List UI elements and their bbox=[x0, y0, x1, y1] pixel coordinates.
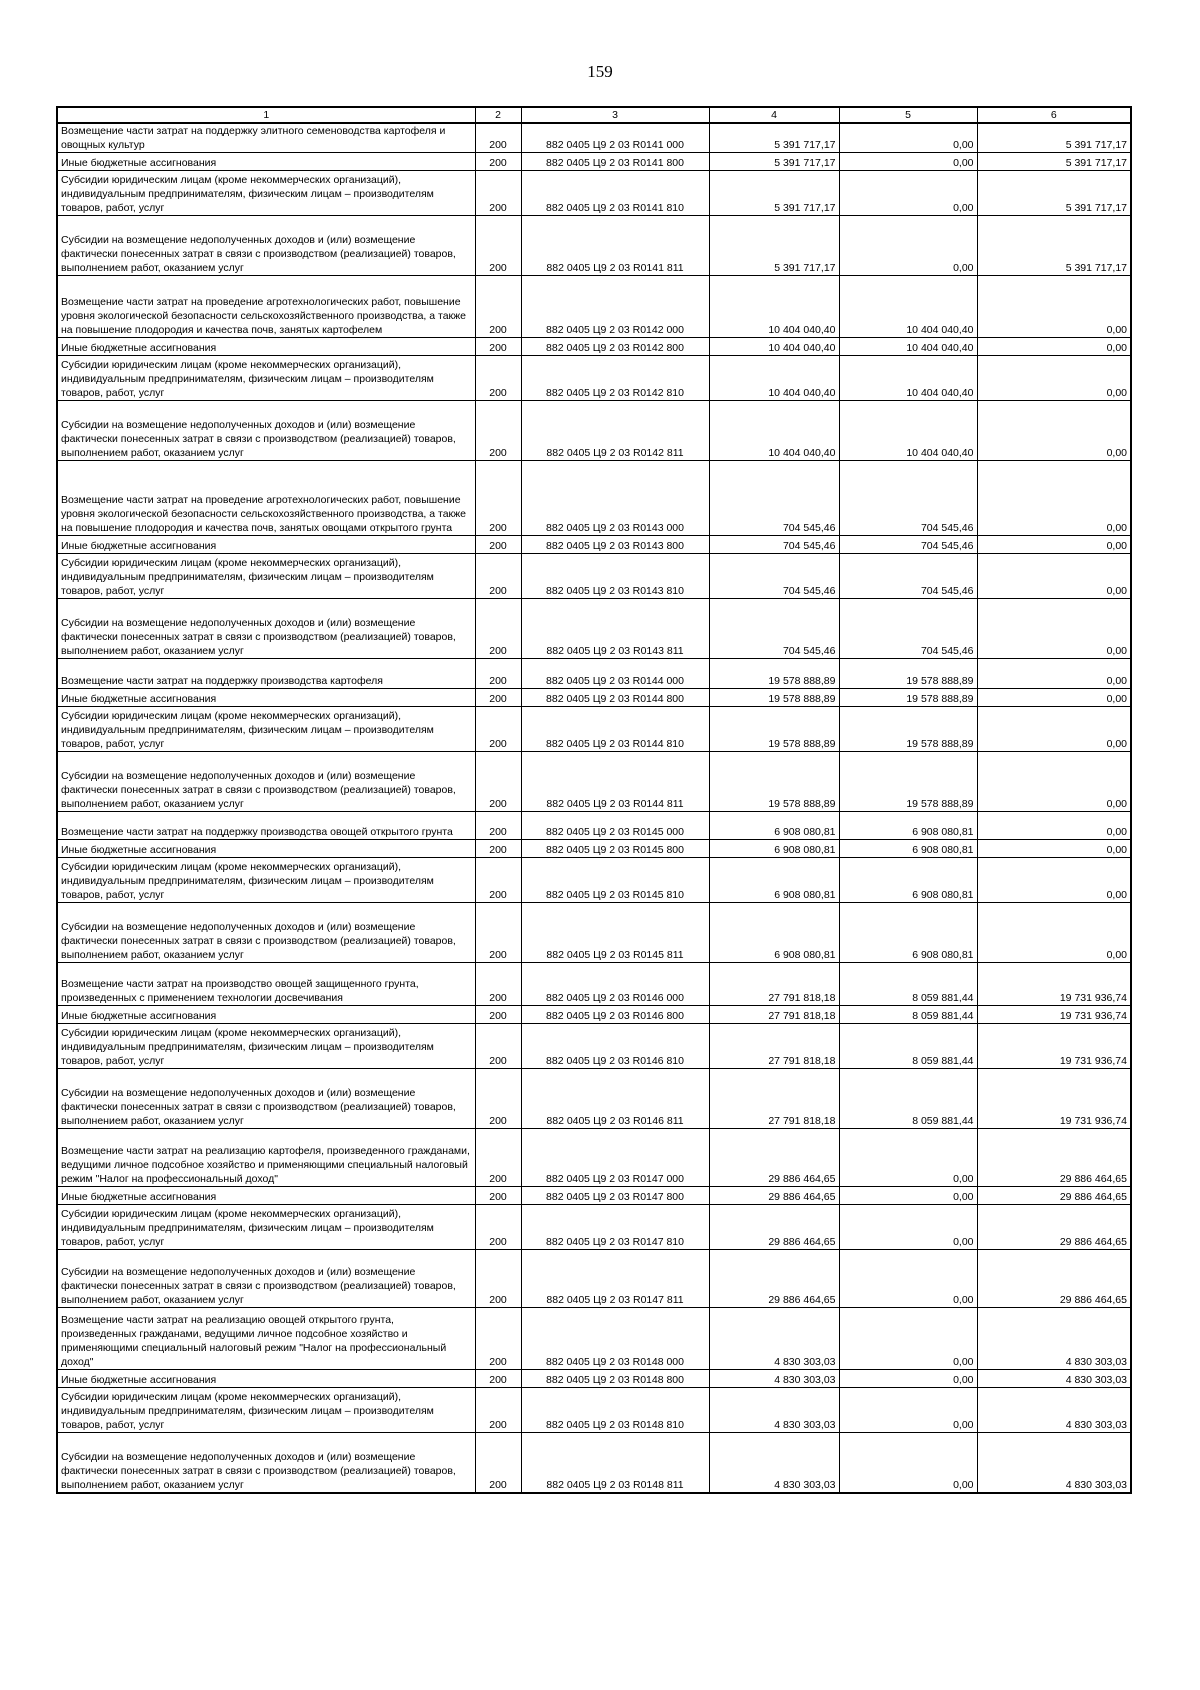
cell-amount-6: 0,00 bbox=[977, 401, 1131, 461]
table-row bbox=[57, 963, 1131, 1006]
cell-amount-4: 4 830 303,03 bbox=[709, 1433, 839, 1493]
cell-classifier: 882 0405 Ц9 2 03 R0144 800 bbox=[521, 689, 709, 707]
cell-amount-5: 0,00 bbox=[839, 153, 977, 171]
cell-amount-5: 6 908 080,81 bbox=[839, 903, 977, 963]
cell-amount-6: 5 391 717,17 bbox=[977, 171, 1131, 216]
table-row bbox=[57, 659, 1131, 689]
cell-name: Иные бюджетные ассигнования bbox=[57, 1370, 475, 1388]
table-row bbox=[57, 689, 1131, 707]
cell-classifier: 882 0405 Ц9 2 03 R0143 000 bbox=[521, 461, 709, 536]
cell-amount-6: 4 830 303,03 bbox=[977, 1308, 1131, 1370]
cell-amount-6: 4 830 303,03 bbox=[977, 1370, 1131, 1388]
cell-name: Иные бюджетные ассигнования bbox=[57, 840, 475, 858]
cell-amount-4: 6 908 080,81 bbox=[709, 903, 839, 963]
table-row bbox=[57, 338, 1131, 356]
cell-code: 200 bbox=[475, 1069, 521, 1129]
cell-amount-5: 6 908 080,81 bbox=[839, 858, 977, 903]
cell-classifier: 882 0405 Ц9 2 03 R0145 811 bbox=[521, 903, 709, 963]
cell-amount-4: 27 791 818,18 bbox=[709, 963, 839, 1006]
cell-amount-6: 0,00 bbox=[977, 840, 1131, 858]
cell-amount-6: 0,00 bbox=[977, 707, 1131, 752]
cell-code: 200 bbox=[475, 171, 521, 216]
cell-code: 200 bbox=[475, 689, 521, 707]
cell-amount-6: 0,00 bbox=[977, 812, 1131, 840]
cell-classifier: 882 0405 Ц9 2 03 R0147 810 bbox=[521, 1205, 709, 1250]
cell-code: 200 bbox=[475, 1006, 521, 1024]
cell-amount-5: 704 545,46 bbox=[839, 536, 977, 554]
cell-amount-4: 19 578 888,89 bbox=[709, 752, 839, 812]
cell-amount-4: 19 578 888,89 bbox=[709, 689, 839, 707]
cell-amount-4: 27 791 818,18 bbox=[709, 1006, 839, 1024]
cell-amount-4: 29 886 464,65 bbox=[709, 1187, 839, 1205]
cell-amount-4: 5 391 717,17 bbox=[709, 153, 839, 171]
cell-amount-6: 19 731 936,74 bbox=[977, 1069, 1131, 1129]
table-row bbox=[57, 840, 1131, 858]
cell-amount-5: 10 404 040,40 bbox=[839, 276, 977, 338]
cell-amount-5: 704 545,46 bbox=[839, 554, 977, 599]
cell-name: Субсидии на возмещение недополученных доходов и (или) возмещение фактически понесенных затрат в связи с производством (реализацией) товаров, выполнением работ, оказанием услуг bbox=[57, 1433, 475, 1493]
cell-amount-5: 0,00 bbox=[839, 1250, 977, 1308]
table-row bbox=[57, 123, 1131, 153]
cell-amount-6: 0,00 bbox=[977, 659, 1131, 689]
cell-code: 200 bbox=[475, 963, 521, 1006]
cell-amount-5: 0,00 bbox=[839, 1187, 977, 1205]
cell-amount-6: 5 391 717,17 bbox=[977, 216, 1131, 276]
cell-code: 200 bbox=[475, 1024, 521, 1069]
cell-amount-4: 10 404 040,40 bbox=[709, 276, 839, 338]
cell-classifier: 882 0405 Ц9 2 03 R0143 811 bbox=[521, 599, 709, 659]
cell-amount-6: 19 731 936,74 bbox=[977, 1006, 1131, 1024]
cell-code: 200 bbox=[475, 461, 521, 536]
cell-classifier: 882 0405 Ц9 2 03 R0148 800 bbox=[521, 1370, 709, 1388]
cell-name: Субсидии юридическим лицам (кроме некоммерческих организаций), индивидуальным предпринимателям, физическим лицам – производителям товаров, работ, услуг bbox=[57, 707, 475, 752]
table-row bbox=[57, 153, 1131, 171]
cell-classifier: 882 0405 Ц9 2 03 R0145 810 bbox=[521, 858, 709, 903]
cell-code: 200 bbox=[475, 1250, 521, 1308]
cell-amount-4: 19 578 888,89 bbox=[709, 659, 839, 689]
cell-classifier: 882 0405 Ц9 2 03 R0141 811 bbox=[521, 216, 709, 276]
cell-code: 200 bbox=[475, 903, 521, 963]
cell-amount-5: 8 059 881,44 bbox=[839, 963, 977, 1006]
cell-amount-6: 29 886 464,65 bbox=[977, 1250, 1131, 1308]
cell-amount-6: 0,00 bbox=[977, 276, 1131, 338]
cell-amount-4: 704 545,46 bbox=[709, 599, 839, 659]
cell-amount-4: 704 545,46 bbox=[709, 461, 839, 536]
cell-name: Иные бюджетные ассигнования bbox=[57, 1006, 475, 1024]
cell-amount-4: 27 791 818,18 bbox=[709, 1069, 839, 1129]
cell-name: Субсидии юридическим лицам (кроме некоммерческих организаций), индивидуальным предпринимателям, физическим лицам – производителям товаров, работ, услуг bbox=[57, 1388, 475, 1433]
cell-classifier: 882 0405 Ц9 2 03 R0144 811 bbox=[521, 752, 709, 812]
table-row bbox=[57, 1024, 1131, 1069]
cell-classifier: 882 0405 Ц9 2 03 R0148 811 bbox=[521, 1433, 709, 1493]
cell-code: 200 bbox=[475, 153, 521, 171]
cell-classifier: 882 0405 Ц9 2 03 R0147 000 bbox=[521, 1129, 709, 1187]
cell-amount-4: 5 391 717,17 bbox=[709, 123, 839, 153]
table-row bbox=[57, 1370, 1131, 1388]
cell-amount-6: 19 731 936,74 bbox=[977, 1024, 1131, 1069]
cell-name: Возмещение части затрат на проведение агротехнологических работ, повышение уровня экологической безопасности сельскохозяйственного производства, а также на повышение плодородия и качества почв, занятых овощами открытого грунта bbox=[57, 461, 475, 536]
cell-amount-4: 27 791 818,18 bbox=[709, 1024, 839, 1069]
cell-name: Субсидии на возмещение недополученных доходов и (или) возмещение фактически понесенных затрат в связи с производством (реализацией) товаров, выполнением работ, оказанием услуг bbox=[57, 752, 475, 812]
cell-amount-4: 19 578 888,89 bbox=[709, 707, 839, 752]
table-row bbox=[57, 1006, 1131, 1024]
cell-amount-5: 6 908 080,81 bbox=[839, 812, 977, 840]
cell-name: Возмещение части затрат на поддержку производства овощей открытого грунта bbox=[57, 812, 475, 840]
cell-amount-5: 6 908 080,81 bbox=[839, 840, 977, 858]
cell-code: 200 bbox=[475, 659, 521, 689]
cell-code: 200 bbox=[475, 356, 521, 401]
cell-classifier: 882 0405 Ц9 2 03 R0147 811 bbox=[521, 1250, 709, 1308]
cell-code: 200 bbox=[475, 1308, 521, 1370]
budget-table bbox=[56, 106, 1132, 1494]
cell-classifier: 882 0405 Ц9 2 03 R0143 810 bbox=[521, 554, 709, 599]
cell-amount-5: 8 059 881,44 bbox=[839, 1006, 977, 1024]
cell-amount-5: 0,00 bbox=[839, 216, 977, 276]
table-row bbox=[57, 216, 1131, 276]
table-row bbox=[57, 1069, 1131, 1129]
table-row bbox=[57, 554, 1131, 599]
table-row bbox=[57, 536, 1131, 554]
column-header-3: 3 bbox=[521, 107, 709, 123]
cell-amount-4: 10 404 040,40 bbox=[709, 356, 839, 401]
cell-amount-6: 0,00 bbox=[977, 356, 1131, 401]
table-row bbox=[57, 1205, 1131, 1250]
cell-code: 200 bbox=[475, 840, 521, 858]
cell-amount-5: 0,00 bbox=[839, 1308, 977, 1370]
cell-amount-6: 0,00 bbox=[977, 554, 1131, 599]
cell-amount-6: 29 886 464,65 bbox=[977, 1129, 1131, 1187]
table-row bbox=[57, 599, 1131, 659]
cell-amount-6: 0,00 bbox=[977, 752, 1131, 812]
cell-classifier: 882 0405 Ц9 2 03 R0142 800 bbox=[521, 338, 709, 356]
cell-amount-5: 19 578 888,89 bbox=[839, 689, 977, 707]
cell-code: 200 bbox=[475, 1433, 521, 1493]
cell-classifier: 882 0405 Ц9 2 03 R0144 810 bbox=[521, 707, 709, 752]
cell-code: 200 bbox=[475, 216, 521, 276]
cell-amount-6: 0,00 bbox=[977, 461, 1131, 536]
cell-classifier: 882 0405 Ц9 2 03 R0146 000 bbox=[521, 963, 709, 1006]
cell-code: 200 bbox=[475, 1370, 521, 1388]
cell-amount-5: 0,00 bbox=[839, 171, 977, 216]
cell-amount-6: 0,00 bbox=[977, 689, 1131, 707]
table-row bbox=[57, 752, 1131, 812]
cell-amount-4: 6 908 080,81 bbox=[709, 812, 839, 840]
cell-name: Субсидии юридическим лицам (кроме некоммерческих организаций), индивидуальным предпринимателям, физическим лицам – производителям товаров, работ, услуг bbox=[57, 858, 475, 903]
cell-amount-6: 19 731 936,74 bbox=[977, 963, 1131, 1006]
cell-amount-5: 0,00 bbox=[839, 1205, 977, 1250]
cell-name: Иные бюджетные ассигнования bbox=[57, 1187, 475, 1205]
cell-amount-5: 19 578 888,89 bbox=[839, 659, 977, 689]
cell-amount-5: 8 059 881,44 bbox=[839, 1024, 977, 1069]
cell-code: 200 bbox=[475, 536, 521, 554]
cell-amount-5: 704 545,46 bbox=[839, 599, 977, 659]
column-header-5: 5 bbox=[839, 107, 977, 123]
cell-amount-5: 0,00 bbox=[839, 123, 977, 153]
cell-name: Иные бюджетные ассигнования bbox=[57, 338, 475, 356]
table-row bbox=[57, 1250, 1131, 1308]
cell-amount-4: 4 830 303,03 bbox=[709, 1308, 839, 1370]
table-row bbox=[57, 812, 1131, 840]
cell-code: 200 bbox=[475, 338, 521, 356]
cell-amount-6: 0,00 bbox=[977, 536, 1131, 554]
cell-amount-4: 29 886 464,65 bbox=[709, 1205, 839, 1250]
cell-amount-4: 6 908 080,81 bbox=[709, 858, 839, 903]
cell-name: Субсидии на возмещение недополученных доходов и (или) возмещение фактически понесенных затрат в связи с производством (реализацией) товаров, выполнением работ, оказанием услуг bbox=[57, 216, 475, 276]
cell-amount-5: 19 578 888,89 bbox=[839, 707, 977, 752]
cell-amount-4: 10 404 040,40 bbox=[709, 338, 839, 356]
cell-classifier: 882 0405 Ц9 2 03 R0142 810 bbox=[521, 356, 709, 401]
cell-amount-4: 29 886 464,65 bbox=[709, 1129, 839, 1187]
table-row bbox=[57, 1388, 1131, 1433]
cell-amount-4: 704 545,46 bbox=[709, 536, 839, 554]
cell-classifier: 882 0405 Ц9 2 03 R0143 800 bbox=[521, 536, 709, 554]
cell-amount-4: 29 886 464,65 bbox=[709, 1250, 839, 1308]
table-row bbox=[57, 171, 1131, 216]
cell-amount-6: 0,00 bbox=[977, 858, 1131, 903]
cell-amount-6: 4 830 303,03 bbox=[977, 1388, 1131, 1433]
column-header-1: 1 bbox=[57, 107, 475, 123]
cell-amount-4: 5 391 717,17 bbox=[709, 216, 839, 276]
column-header-6: 6 bbox=[977, 107, 1131, 123]
cell-amount-4: 4 830 303,03 bbox=[709, 1370, 839, 1388]
cell-amount-6: 4 830 303,03 bbox=[977, 1433, 1131, 1493]
cell-code: 200 bbox=[475, 401, 521, 461]
cell-amount-5: 10 404 040,40 bbox=[839, 401, 977, 461]
cell-amount-4: 10 404 040,40 bbox=[709, 401, 839, 461]
cell-amount-5: 8 059 881,44 bbox=[839, 1069, 977, 1129]
column-header-2: 2 bbox=[475, 107, 521, 123]
cell-amount-4: 704 545,46 bbox=[709, 554, 839, 599]
cell-name: Субсидии на возмещение недополученных доходов и (или) возмещение фактически понесенных затрат в связи с производством (реализацией) товаров, выполнением работ, оказанием услуг bbox=[57, 599, 475, 659]
cell-classifier: 882 0405 Ц9 2 03 R0148 000 bbox=[521, 1308, 709, 1370]
cell-code: 200 bbox=[475, 1187, 521, 1205]
table-row bbox=[57, 401, 1131, 461]
cell-code: 200 bbox=[475, 1129, 521, 1187]
cell-code: 200 bbox=[475, 276, 521, 338]
cell-amount-6: 5 391 717,17 bbox=[977, 123, 1131, 153]
cell-classifier: 882 0405 Ц9 2 03 R0147 800 bbox=[521, 1187, 709, 1205]
table-row bbox=[57, 1129, 1131, 1187]
cell-amount-4: 4 830 303,03 bbox=[709, 1388, 839, 1433]
cell-name: Субсидии юридическим лицам (кроме некоммерческих организаций), индивидуальным предпринимателям, физическим лицам – производителям товаров, работ, услуг bbox=[57, 1205, 475, 1250]
cell-name: Субсидии юридическим лицам (кроме некоммерческих организаций), индивидуальным предпринимателям, физическим лицам – производителям товаров, работ, услуг bbox=[57, 554, 475, 599]
table-row bbox=[57, 1308, 1131, 1370]
cell-name: Иные бюджетные ассигнования bbox=[57, 153, 475, 171]
table-row bbox=[57, 903, 1131, 963]
cell-classifier: 882 0405 Ц9 2 03 R0148 810 bbox=[521, 1388, 709, 1433]
table-header-row bbox=[57, 107, 1131, 123]
cell-classifier: 882 0405 Ц9 2 03 R0146 810 bbox=[521, 1024, 709, 1069]
cell-classifier: 882 0405 Ц9 2 03 R0141 000 bbox=[521, 123, 709, 153]
cell-amount-6: 29 886 464,65 bbox=[977, 1205, 1131, 1250]
cell-amount-6: 5 391 717,17 bbox=[977, 153, 1131, 171]
cell-code: 200 bbox=[475, 599, 521, 659]
page-number: 159 bbox=[587, 62, 613, 81]
cell-amount-5: 704 545,46 bbox=[839, 461, 977, 536]
cell-code: 200 bbox=[475, 1388, 521, 1433]
table-body bbox=[57, 123, 1131, 1493]
cell-code: 200 bbox=[475, 123, 521, 153]
table-row bbox=[57, 356, 1131, 401]
cell-name: Субсидии юридическим лицам (кроме некоммерческих организаций), индивидуальным предпринимателям, физическим лицам – производителям товаров, работ, услуг bbox=[57, 1024, 475, 1069]
cell-name: Субсидии на возмещение недополученных доходов и (или) возмещение фактически понесенных затрат в связи с производством (реализацией) товаров, выполнением работ, оказанием услуг bbox=[57, 1069, 475, 1129]
cell-name: Возмещение части затрат на производство овощей защищенного грунта, произведенных с применением технологии досвечивания bbox=[57, 963, 475, 1006]
cell-name: Возмещение части затрат на проведение агротехнологических работ, повышение уровня экологической безопасности сельскохозяйственного производства, а также на повышение плодородия и качества почв, занятых картофелем bbox=[57, 276, 475, 338]
cell-classifier: 882 0405 Ц9 2 03 R0141 800 bbox=[521, 153, 709, 171]
cell-amount-6: 0,00 bbox=[977, 903, 1131, 963]
cell-name: Субсидии юридическим лицам (кроме некоммерческих организаций), индивидуальным предпринимателям, физическим лицам – производителям товаров, работ, услуг bbox=[57, 356, 475, 401]
cell-name: Субсидии на возмещение недополученных доходов и (или) возмещение фактически понесенных затрат в связи с производством (реализацией) товаров, выполнением работ, оказанием услуг bbox=[57, 1250, 475, 1308]
cell-amount-4: 6 908 080,81 bbox=[709, 840, 839, 858]
column-header-4: 4 bbox=[709, 107, 839, 123]
cell-name: Субсидии на возмещение недополученных доходов и (или) возмещение фактически понесенных затрат в связи с производством (реализацией) товаров, выполнением работ, оказанием услуг bbox=[57, 903, 475, 963]
cell-amount-6: 0,00 bbox=[977, 599, 1131, 659]
cell-name: Иные бюджетные ассигнования bbox=[57, 536, 475, 554]
cell-code: 200 bbox=[475, 812, 521, 840]
table-row bbox=[57, 858, 1131, 903]
cell-code: 200 bbox=[475, 554, 521, 599]
cell-code: 200 bbox=[475, 1205, 521, 1250]
cell-classifier: 882 0405 Ц9 2 03 R0145 000 bbox=[521, 812, 709, 840]
cell-name: Возмещение части затрат на поддержку производства картофеля bbox=[57, 659, 475, 689]
cell-amount-4: 5 391 717,17 bbox=[709, 171, 839, 216]
cell-classifier: 882 0405 Ц9 2 03 R0146 811 bbox=[521, 1069, 709, 1129]
cell-name: Субсидии на возмещение недополученных доходов и (или) возмещение фактически понесенных затрат в связи с производством (реализацией) товаров, выполнением работ, оказанием услуг bbox=[57, 401, 475, 461]
cell-classifier: 882 0405 Ц9 2 03 R0141 810 bbox=[521, 171, 709, 216]
cell-amount-5: 0,00 bbox=[839, 1388, 977, 1433]
cell-amount-5: 10 404 040,40 bbox=[839, 338, 977, 356]
cell-classifier: 882 0405 Ц9 2 03 R0146 800 bbox=[521, 1006, 709, 1024]
cell-name: Возмещение части затрат на реализацию картофеля, произведенного гражданами, ведущими личное подсобное хозяйство и применяющими специальный налоговый режим "Налог на профессиональный доход" bbox=[57, 1129, 475, 1187]
cell-classifier: 882 0405 Ц9 2 03 R0144 000 bbox=[521, 659, 709, 689]
cell-name: Иные бюджетные ассигнования bbox=[57, 689, 475, 707]
table-row bbox=[57, 461, 1131, 536]
cell-code: 200 bbox=[475, 858, 521, 903]
cell-amount-5: 0,00 bbox=[839, 1370, 977, 1388]
cell-code: 200 bbox=[475, 707, 521, 752]
cell-classifier: 882 0405 Ц9 2 03 R0142 811 bbox=[521, 401, 709, 461]
cell-classifier: 882 0405 Ц9 2 03 R0142 000 bbox=[521, 276, 709, 338]
table-row bbox=[57, 707, 1131, 752]
table-row bbox=[57, 276, 1131, 338]
cell-name: Возмещение части затрат на реализацию овощей открытого грунта, произведенных гражданами, ведущими личное подсобное хозяйство и применяющими специальный налоговый режим "Налог на профессиональный доход" bbox=[57, 1308, 475, 1370]
cell-classifier: 882 0405 Ц9 2 03 R0145 800 bbox=[521, 840, 709, 858]
cell-code: 200 bbox=[475, 752, 521, 812]
table-row bbox=[57, 1187, 1131, 1205]
cell-amount-5: 19 578 888,89 bbox=[839, 752, 977, 812]
cell-name: Субсидии юридическим лицам (кроме некоммерческих организаций), индивидуальным предпринимателям, физическим лицам – производителям товаров, работ, услуг bbox=[57, 171, 475, 216]
cell-amount-6: 0,00 bbox=[977, 338, 1131, 356]
cell-name: Возмещение части затрат на поддержку элитного семеноводства картофеля и овощных культур bbox=[57, 123, 475, 153]
cell-amount-5: 0,00 bbox=[839, 1129, 977, 1187]
cell-amount-5: 0,00 bbox=[839, 1433, 977, 1493]
table-row bbox=[57, 1433, 1131, 1493]
cell-amount-6: 29 886 464,65 bbox=[977, 1187, 1131, 1205]
cell-amount-5: 10 404 040,40 bbox=[839, 356, 977, 401]
